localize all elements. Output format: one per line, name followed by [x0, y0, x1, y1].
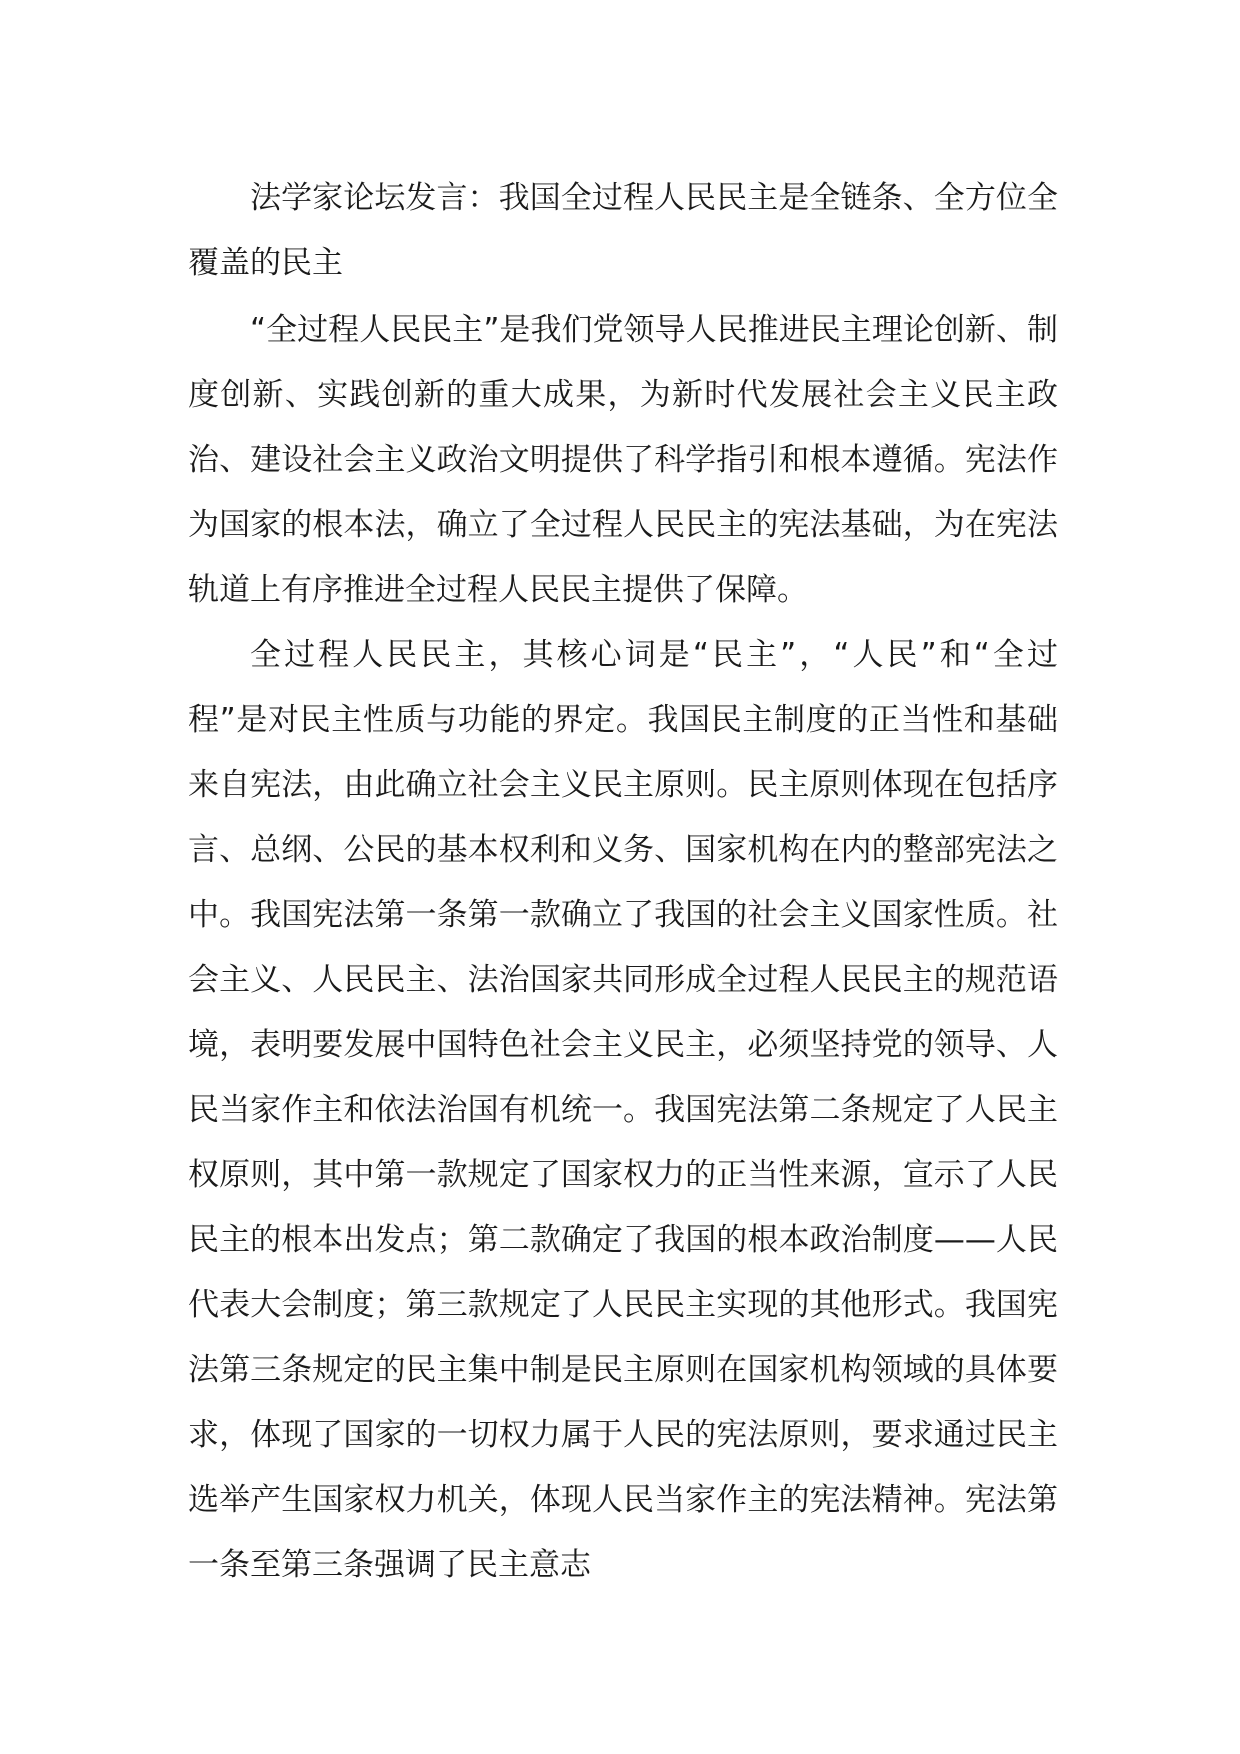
document-title: 法学家论坛发言：我国全过程人民民主是全链条、全方位全覆盖的民主: [188, 180, 1058, 281]
paragraph-2: 全过程人民民主，其核心词是“民主”，“人民”和“全过程”是对民主性质与功能的界定。我国民主制度的正当性和基础来自宪法，由此确立社会主义民主原则。民主原则体现在包括序言、总纲、公民的基本权利和义务、国家机构在内的整部宪法之中。我国宪法第一条第一款确立了我国的社会主义国家性质。社会主义、人民民主、法治国家共同形成全过程人民民主的规范语境，表明要发展中国特色社会主义民主，必须坚持党的领导、人民当家作主和依法治国有机统一。我国宪法第二条规定了人民主权原则，其中第一款规定了国家权力的正当性来源，宣示了人民民主的根本出发点；第二款确定了我国的根本政治制度——人民代表大会制度；第三款规定了人民民主实现的其他形式。我国宪法第三条规定的民主集中制是民主原则在国家机构领域的具体要求，体现了国家的一切权力属于人民的宪法原则，要求通过民主选举产生国家权力机关，体现人民当家作主的宪法精神。宪法第一条至第三条强调了民主意志: [188, 637, 1058, 1583]
document-body: [188, 166, 1058, 1598]
paragraph-1: “全过程人民民主”是我们党领导人民推进民主理论创新、制度创新、实践创新的重大成果，为新时代发展社会主义民主政治、建设社会主义政治文明提供了科学指引和根本遵循。宪法作为国家的根本法，确立了全过程人民民主的宪法基础，为在宪法轨道上有序推进全过程人民民主提供了保障。: [188, 312, 1058, 608]
